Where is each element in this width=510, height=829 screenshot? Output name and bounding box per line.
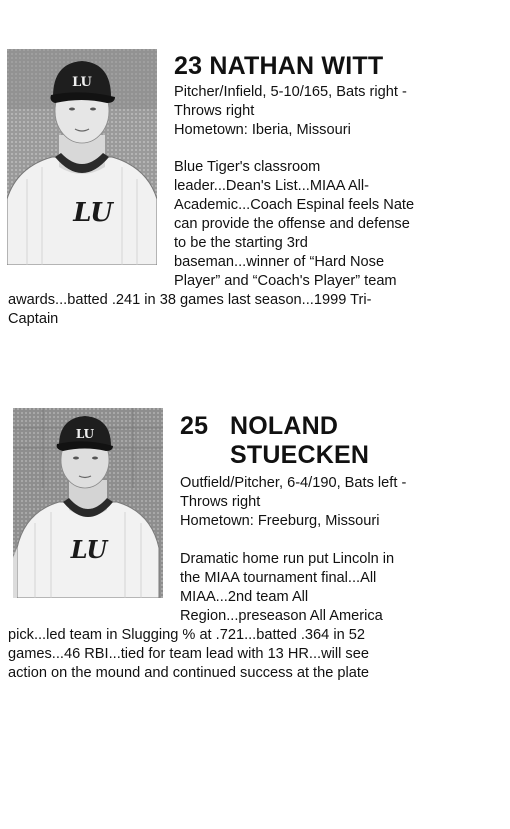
hometown: Hometown: Freeburg, Missouri — [180, 513, 380, 529]
player-photo — [13, 408, 163, 598]
jersey-logo: LU — [70, 535, 108, 564]
player-name: STUECKEN — [230, 441, 370, 469]
player-number: 23 — [174, 52, 203, 80]
player-bio-full — [8, 626, 369, 683]
player-name-heading — [180, 412, 369, 470]
bio-line: Player” and “Coach's Player” team — [174, 273, 397, 289]
bio-line: Blue Tiger's classroom — [174, 159, 321, 175]
cap-logo: LU — [72, 75, 92, 90]
bio-line: leader...Dean's List...MIAA All- — [174, 178, 370, 194]
player-bio-wrapped — [180, 550, 394, 626]
bio-line: pick...led team in Slugging % at .721...batted .364 in 52 — [8, 627, 365, 643]
bio-line: Region...preseason All America — [180, 608, 383, 624]
player-info — [180, 474, 406, 531]
bio-line: Dramatic home run put Lincoln in — [180, 551, 395, 567]
jersey-logo: LU — [73, 198, 113, 228]
bio-line: action on the mound and continued success at the plate — [8, 665, 370, 681]
bio-line: can provide the offense and defense — [174, 216, 410, 232]
player-name: NATHAN WITT — [209, 52, 384, 80]
player-name: NOLAND — [230, 412, 339, 440]
bio-line: Captain — [8, 311, 59, 327]
bio-line: MIAA...2nd team All — [180, 589, 309, 605]
position-line: Throws right — [180, 494, 261, 510]
bio-line: Academic...Coach Espinal feels Nate — [174, 197, 415, 213]
bio-line: games...46 RBI...tied for team lead with 13 HR...will see — [8, 646, 369, 662]
bio-line: awards...batted .241 in 38 games last season...1999 Tri- — [8, 292, 372, 308]
bio-line: to be the starting 3rd — [174, 235, 308, 251]
player-number: 25 — [180, 412, 209, 440]
bio-line: baseman...winner of “Hard Nose — [174, 254, 385, 270]
player-photo-illustration — [13, 408, 163, 598]
position-line: Outfield/Pitcher, 6-4/190, Bats left - — [180, 475, 407, 491]
position-line: Pitcher/Infield, 5-10/165, Bats right - — [174, 84, 407, 100]
hometown: Hometown: Iberia, Missouri — [174, 122, 351, 138]
cap-logo: LU — [75, 427, 95, 441]
bio-line: the MIAA tournament final...All — [180, 570, 377, 586]
position-line: Throws right — [174, 103, 255, 119]
